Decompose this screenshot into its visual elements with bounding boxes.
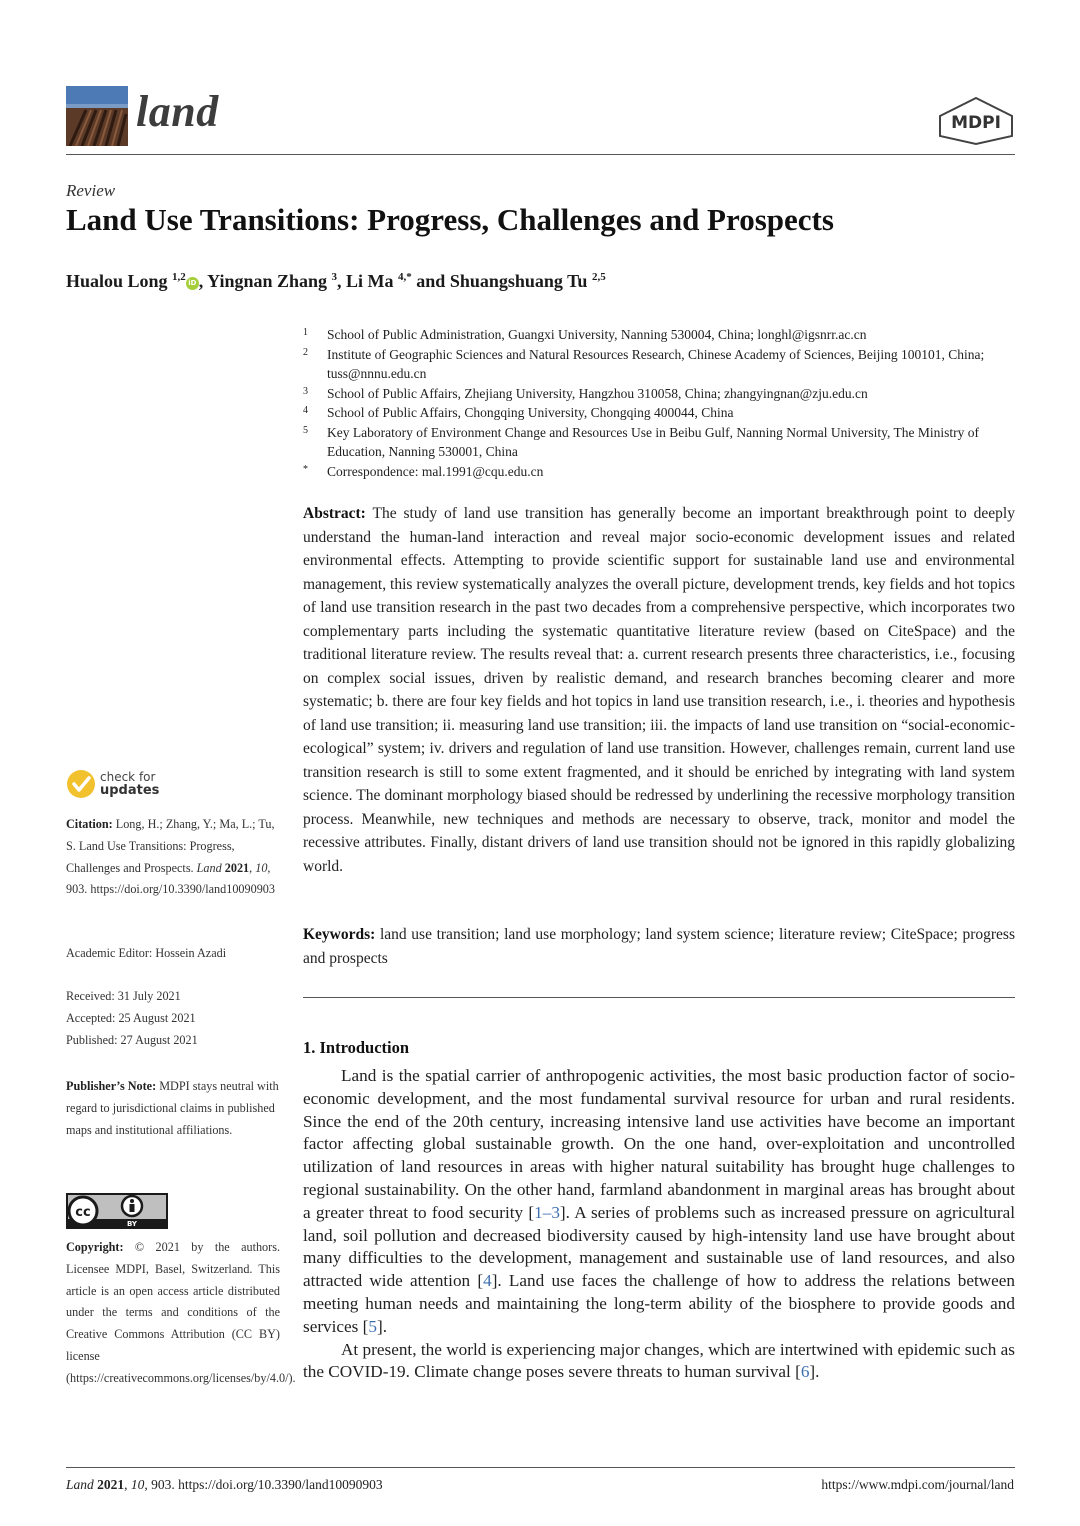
author-affil-marker: 4,*	[398, 271, 412, 283]
abstract	[303, 502, 1015, 878]
author-affil-marker: 2,5	[591, 271, 606, 283]
author-name: Li Ma	[346, 271, 394, 291]
citation-link[interactable]: 5	[368, 1316, 377, 1336]
affiliation-item: 2 Institute of Geographic Sciences and Natural Resources Research, Chinese Academy of Sciences, Beijing 100101, China; tuss@nnnu.edu.cn	[303, 346, 985, 381]
keywords	[303, 923, 1015, 970]
section-heading: 1. Introduction	[303, 1038, 410, 1057]
affiliation-list	[303, 325, 1015, 481]
header-rule	[66, 154, 1015, 155]
abstract-text: The study of land use transition has generally become an important breakthrough point to deeply understand the human-land interaction and reveal major socio-economic development issues and related environmental effects. Attempting to provide scientific support for sustainable land use and environmental management, this review systematically analyzes the overall picture, development trends, key fields and hot topics of land use transition research in the past two decades from a comprehensive perspective, which incorporates two complementary parts including the systematic quantitative literature review (based on CiteSpace) and the traditional literature review. The results reveal that: a. current research presents three characteristics, i.e., focusing on complex social issues, driven by realistic demand, and research branches becoming clearer and more systematic; b. there are four key fields and hot topics in land use transition research, i.e., i. theories and hypothesis of land use transition; ii. measuring land use transition; iii. the impacts of land use transition on “social-economic-ecological” system; iv. drivers and regulation of land use transition. However, challenges remain, current land use transition research is still to some extent fragmented, and it should be enriched by integrating with land system science. The dominant morphology biased should be redressed by underlining the recessive morphology transition process. Meanwhile, new techniques and methods are necessary to observe, track, monitor and model the recessive attributes. Finally, distant drivers of land use transition should not be ignored in this rapidly globalizing world.	[303, 505, 1015, 875]
introduction-body	[303, 1065, 1015, 1384]
author-name: Yingnan Zhang	[207, 271, 328, 291]
received-date: Received: 31 July 2021	[66, 989, 181, 1003]
cc-by-license-icon[interactable]	[66, 1193, 168, 1229]
affiliation-item: 3 School of Public Affairs, Zhejiang University, Hangzhou 310058, China; zhangyingnan@zju.edu.cn	[303, 385, 868, 401]
author-name: Hualou Long	[66, 271, 168, 291]
author-affil-marker: 3	[331, 271, 338, 283]
citation-link[interactable]: 1–3	[534, 1202, 560, 1222]
mdpi-logo	[936, 96, 1016, 146]
footer-rule	[66, 1467, 1015, 1468]
journal-url-link[interactable]: https://www.mdpi.com/journal/land	[821, 1477, 1014, 1492]
abstract-rule	[303, 997, 1015, 998]
svg-text:cc: cc	[75, 1205, 91, 1220]
affiliation-item: 5 Key Laboratory of Environment Change and Resources Use in Beibu Gulf, Nanning Normal University, The Ministry of Education, Nanning 530001, China	[303, 424, 979, 459]
keywords-label: Keywords:	[303, 926, 376, 943]
journal-logo-image	[66, 86, 128, 146]
copyright-block: Copyright: © 2021 by the authors. Licensee MDPI, Basel, Switzerland. This article is an open access article distributed under the terms and conditions of the Creative Commons Attribution (CC BY) license (https://creativecommons.org/licenses/by/4.0/).	[66, 1240, 296, 1385]
accepted-date: Accepted: 25 August 2021	[66, 1010, 196, 1025]
academic-editor: Academic Editor: Hossein Azadi	[66, 946, 227, 960]
publisher-note: Publisher’s Note: MDPI stays neutral with regard to jurisdictional claims in published maps and institutional affiliations.	[66, 1079, 279, 1137]
affiliation-item: 1 School of Public Administration, Guangxi University, Nanning 530004, China; longhl@igsnrr.ac.cn	[303, 327, 867, 342]
keywords-text: land use transition; land use morphology; land system science; literature review; CiteSpace; progress and prospects	[303, 926, 1015, 967]
orcid-icon[interactable]: iD	[186, 277, 199, 290]
citation-link[interactable]: 6	[800, 1362, 810, 1382]
updates-label: updates	[100, 783, 160, 798]
author-name: Shuangshuang Tu	[449, 271, 588, 291]
dates-block	[66, 986, 280, 1051]
paper-title: Land Use Transitions: Progress, Challenges and Prospects	[66, 202, 834, 237]
publisher-name: MDPI	[951, 113, 1001, 133]
citation-block: Citation: Long, H.; Zhang, Y.; Ma, L.; Tu, S. Land Use Transitions: Progress, Challenges and Prospects. Land 2021, 10, 903. https://doi.org/10.3390/land10090903	[66, 817, 275, 897]
cc-badge-label: BY	[126, 1220, 138, 1228]
article-type: Review	[66, 181, 116, 200]
correspondence: * Correspondence: mal.1991@cqu.edu.cn	[303, 463, 544, 479]
check-for-updates-badge[interactable]	[66, 767, 246, 807]
author-list: Hualou Long $^{1,2}$ iD , Yingnan Zhang $^3$, Li Ma $^{4,*}$ and Shuangshuang Tu $^{2,5}$	[66, 271, 606, 291]
abstract-label: Abstract:	[303, 505, 366, 522]
published-date: Published: 27 August 2021	[66, 1032, 198, 1047]
citation-link[interactable]: 4	[483, 1271, 492, 1291]
check-label: check for	[100, 770, 156, 784]
affiliation-item: 4 School of Public Affairs, Chongqing University, Chongqing 400044, China	[303, 405, 734, 420]
paragraph: At present, the world is experiencing major changes, which are intertwined with epidemic such as the COVID-19. Climate change poses severe threats to human survival [6].	[303, 1339, 1015, 1382]
paragraph: Land is the spatial carrier of anthropogenic activities, the most basic production factor of socio-economic development, and the most fundamental survival resource for urban and rural residents. Since the end of the 20th century, increasing intensive land use activities have become an important factor affecting global sustainable growth. On the one hand, over-exploitation and uncontrolled utilization of land resources in areas with higher natural suitability has brought huge challenges to regional sustainability. On the other hand, farmland abandonment in marginal areas has brought about a greater threat to food security [1–3]. A series of problems such as increased pressure on agricultural land, soil pollution and decreased biodiversity caused by high-intensity land use have brought about many difficulties to the development, management and sustainable use of land resources, and also attracted wide attention [4]. Land use faces the challenge of how to address the relations between meeting human needs and maintaining the long-term ability of the biosphere to provide goods and services [5].	[303, 1066, 1015, 1336]
author-affil-marker: 1,2	[172, 271, 186, 283]
journal-name: land	[136, 87, 219, 136]
footer-citation: Land 2021, 10, 903. https://doi.org/10.3390/land10090903	[66, 1477, 383, 1492]
